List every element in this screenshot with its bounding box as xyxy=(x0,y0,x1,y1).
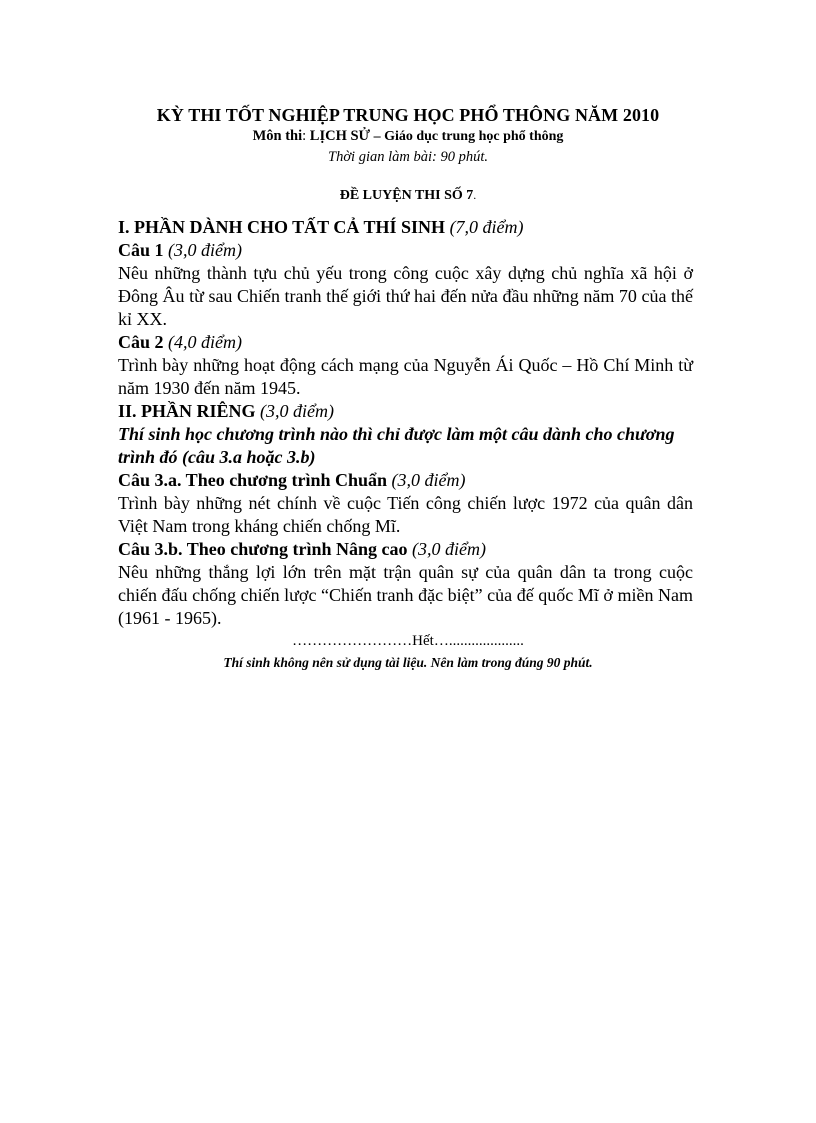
duration-end: . xyxy=(484,149,488,165)
exam-number xyxy=(0,185,816,206)
exam-subject xyxy=(0,126,816,147)
question-1-points: (3,0 điểm) xyxy=(163,240,242,260)
exam-note: Thí sinh không nên sử dụng tài liệu. Nên làm trong đúng 90 phút. xyxy=(223,655,593,670)
section-1-title: I. PHẦN DÀNH CHO TẤT CẢ THÍ SINH xyxy=(118,217,446,237)
question-2-points: (4,0 điểm) xyxy=(163,332,242,352)
subject-prefix: Môn thi xyxy=(252,128,303,144)
question-3a-text: Trình bày những nét chính về cuộc Tiến công chiến lược 1972 của quân dân Việt Nam trong kháng chiến chống Mĩ. xyxy=(118,493,693,536)
question-3a-heading xyxy=(118,469,693,492)
section-2-title: II. PHẦN RIÊNG xyxy=(118,401,256,421)
exam-number-dot: . xyxy=(473,188,477,202)
section-2-instruction: Thí sinh học chương trình nào thì chỉ được làm một câu dành cho chương trình đó (câu 3.a hoặc 3.b) xyxy=(118,424,675,467)
section-2-heading xyxy=(118,400,693,423)
exam-body xyxy=(118,216,693,630)
exam-number-label: ĐỀ LUYỆN THI SỐ 7 xyxy=(339,188,474,203)
subject-colon: : xyxy=(302,128,307,144)
exam-duration xyxy=(0,147,816,167)
end-marker: ……………………Hết….................... xyxy=(292,633,524,649)
exam-title: KỲ THI TỐT NGHIỆP TRUNG HỌC PHỔ THÔNG NĂM 2010 xyxy=(156,105,660,125)
section-2-points: (3,0 điểm) xyxy=(255,401,334,421)
question-2-label: Câu 2 xyxy=(118,332,164,352)
section-1-heading xyxy=(118,216,693,239)
question-1-text: Nêu những thành tựu chủ yếu trong công cuộc xây dựng chủ nghĩa xã hội ở Đông Âu từ sau Chiến tranh thế giới thứ hai đến nửa đầu những năm 70 của thế kỉ XX. xyxy=(118,263,693,329)
question-3b-text: Nêu những thắng lợi lớn trên mặt trận quân sự của quân dân ta trong cuộc chiến đấu chống chiến lược “Chiến tranh đặc biệt” của đế quốc Mĩ ở miền Nam (1961 - 1965). xyxy=(118,562,693,628)
question-2-heading xyxy=(118,331,693,354)
question-3b-heading xyxy=(118,538,693,561)
question-2-text: Trình bày những hoạt động cách mạng của Nguyễn Ái Quốc – Hồ Chí Minh từ năm 1930 đến năm 1945. xyxy=(118,355,693,398)
question-1-heading xyxy=(118,239,693,262)
question-1-label: Câu 1 xyxy=(118,240,164,260)
question-3b-label: Câu 3.b. Theo chương trình Nâng cao xyxy=(118,539,408,559)
subject-name: LỊCH SỬ xyxy=(306,128,371,144)
section-1-points: (7,0 điểm) xyxy=(445,217,524,237)
exam-header xyxy=(0,104,816,206)
subject-description: – Giáo dục trung học phổ thông xyxy=(370,129,564,144)
question-3b-points: (3,0 điểm) xyxy=(407,539,486,559)
exam-footer xyxy=(0,631,816,673)
question-3a-points: (3,0 điểm) xyxy=(387,470,466,490)
question-3a-label: Câu 3.a. Theo chương trình Chuẩn xyxy=(118,470,388,490)
duration-text: Thời gian làm bài: 90 phút xyxy=(328,149,485,165)
